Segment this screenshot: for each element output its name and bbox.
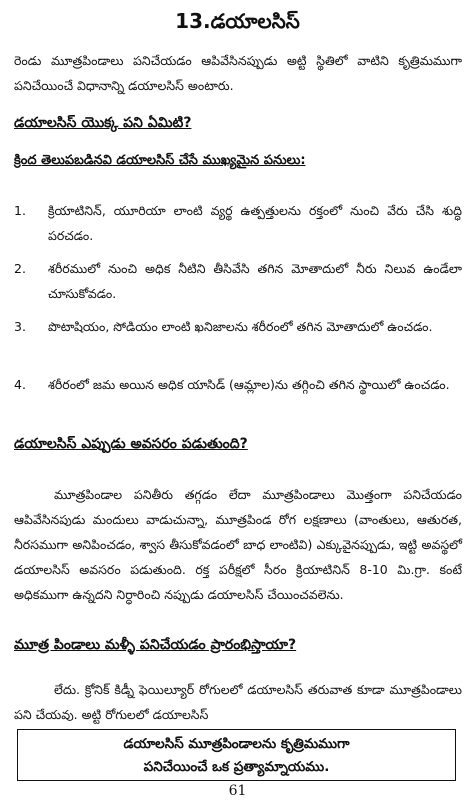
list-text: శరీరంలో జమ అయిన అధిక యాసిడ్ (ఆమ్లాల)ను తగ్గించి తగిన స్థాయిలో ఉంచడం. <box>48 377 450 392</box>
highlight-line-2: పనిచేయించే ఒక ప్రత్యామ్నాయము. <box>143 759 330 775</box>
when-needed-paragraph: మూత్రపిండాల పనితీరు తగ్గడం లేదా మూత్రపిండాలు మొత్తంగా పనిచేయడం ఆపివేసినపుడు మందులు వాడుచున్నా, మూత్రపిండ రోగ లక్షణాలు (వాంతులు, ఆతురత, నీరసముగా అనిపించడం, శ్వాస తీసుకోవడంలో బాధ లాంటివి) ఎక్కువైనప్పుడు, ఇట్టి అవస్థలో డయాలసిస్ అవసరం పడుతుంది. రక్త పరీక్షలో సీరం క్రియాటినిన్ 8-10 మి.గ్రా. కంటే అధికముగా ఉన్నదని నిర్ధారించి నప్పుడు డయాలసిస్ చేయించవలెను. <box>14 487 462 602</box>
kidneys-recover-paragraph: లేదు. క్రోనిక్ కిడ్నీ ఫెయిల్యూర్ రోగులలో డయాలసిస్ తరువాత కూడా మూత్రపిండాలు పని చేయవు. అట్టి రోగులలో డయాలసిస్ <box>14 682 462 722</box>
chapter-title: 13.డయాలసిస్ <box>175 9 300 33</box>
tasks-subheading-text: క్రింద తెలుపబడినవి డయాలసిస్ చేసే ముఖ్యమైన పనులు: <box>14 153 306 168</box>
list-text: శరీరములో నుంచి అధిక నీటిని తీసివేసి తగిన మోతాదులో నీరు నిలువ ఉండేలా చూసుకోవడం. <box>48 261 462 301</box>
list-item <box>14 314 464 366</box>
intro-paragraph: రెండు మూత్రపిండాలు పనిచేయడం ఆపివేసినప్పుడు అట్టి స్థితిలో వాటిని కృత్రిమముగా పనిచేయించే విధానాన్ని డయాలసిస్ అంటారు. <box>14 53 462 93</box>
list-text: క్రియాటినిన్, యూరియా లాంటి వ్యర్థ ఉత్పత్తులను రక్తంలో నుంచి వేరు చేసి శుద్ధి పరచడం. <box>48 203 462 243</box>
list-item <box>14 256 464 308</box>
section-heading-text: డయాలసిస్ యొక్క పని ఏమిటి? <box>14 115 192 131</box>
list-number: 2. <box>14 261 26 276</box>
section-heading-when-needed <box>14 433 464 455</box>
list-number: 4. <box>14 377 26 392</box>
highlight-line-1: డయాలసిస్ మూత్రపిండాలను కృత్రిమముగా <box>123 736 350 752</box>
list-item <box>14 198 464 250</box>
section-heading-kidneys-recover <box>14 634 464 656</box>
list-number: 3. <box>14 319 26 334</box>
section-heading-text: డయాలసిస్ ఎప్పుడు అవసరం పడుతుంది? <box>14 436 248 452</box>
page-number: 61 <box>228 783 247 799</box>
section-heading-what-dialysis-does <box>14 112 464 134</box>
highlight-box <box>17 729 456 781</box>
list-item <box>14 372 464 424</box>
section-heading-text: మూత్ర పిండాలు మళ్ళీ పనిచేయడం ప్రారంభిస్తాయా? <box>14 637 297 653</box>
list-text: పొటాషియం, సోడియం లాంటి ఖనిజాలను శరీరంలో తగిన మోతాదులో ఉంచడం. <box>48 319 433 334</box>
tasks-subheading <box>14 150 464 172</box>
list-number: 1. <box>14 203 26 218</box>
